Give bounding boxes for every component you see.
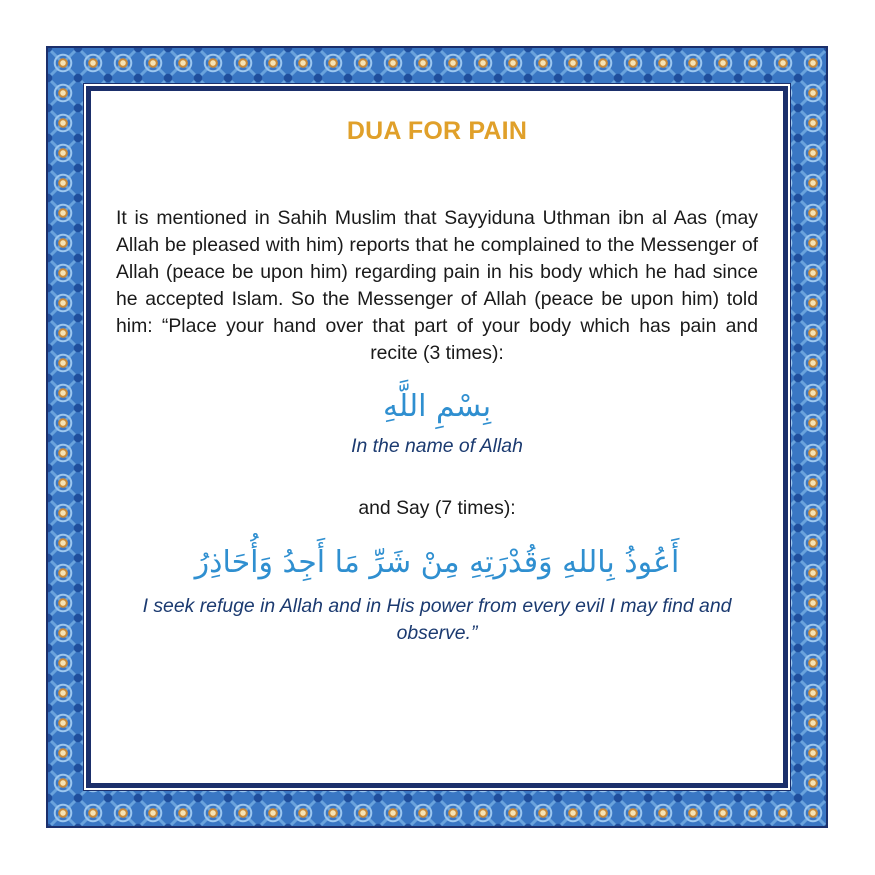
dua-arabic: أَعُوذُ بِاللهِ وَقُدْرَتِهِ مِنْ شَرِّ مَا أَجِدُ وَأُحَاذِرُ (194, 545, 680, 580)
intro-paragraph: It is mentioned in Sahih Muslim that Sayyiduna Uthman ibn al Aas (may Allah be pleased with him) reports that he complained to the Messenger of Allah (peace be upon him) regarding pain in his body which he had since he accepted Islam. So the Messenger of Allah (peace be upon him) told him: “Place your hand over that part of your body which has pain and recite (3 times): (116, 207, 758, 364)
dua-translation: I seek refuge in Allah and in His power from every evil I may find and observe.” (142, 595, 732, 644)
say-instruction: and Say (7 times): (358, 497, 516, 519)
basmala-arabic: بِسْمِ اللَّهِ (382, 389, 492, 424)
basmala-translation: In the name of Allah (351, 435, 523, 457)
page-title: DUA FOR PAIN (346, 117, 528, 145)
card-content (116, 112, 758, 647)
